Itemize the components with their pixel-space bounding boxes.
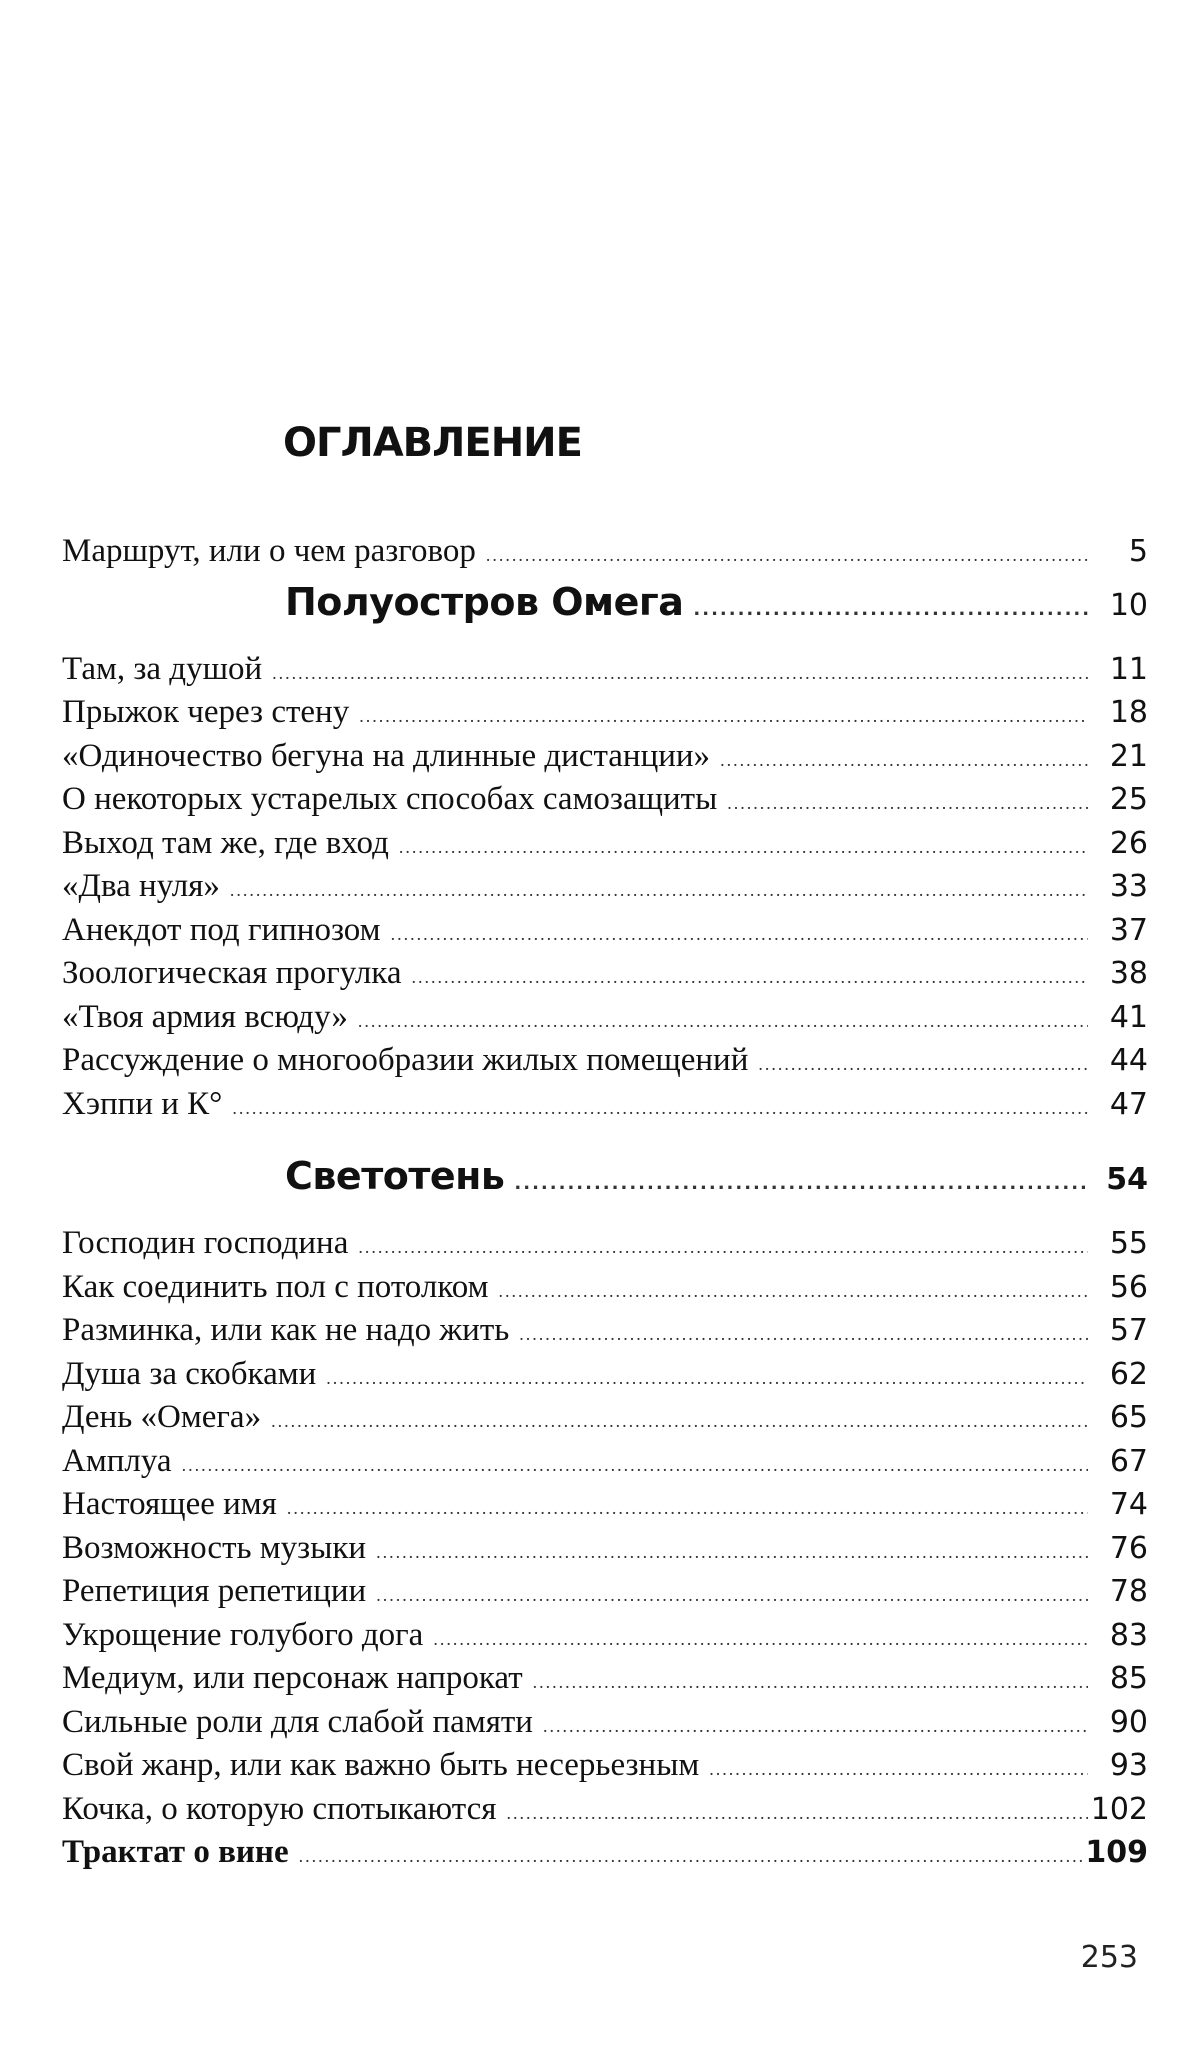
toc-entry-label: Амплуа	[62, 1442, 172, 1479]
toc-heading: ОГЛАВЛЕНИЕ	[283, 420, 582, 466]
toc-entry-page: 90	[1109, 1704, 1148, 1740]
dot-leader	[506, 1804, 1088, 1822]
toc-entry-page: 25	[1109, 782, 1148, 817]
toc-entry	[62, 1353, 1148, 1397]
toc-entry-page: 83	[1109, 1617, 1148, 1653]
toc-entry	[62, 778, 1148, 822]
toc-entry-page: 57	[1109, 1313, 1148, 1348]
toc-entry-label: День «Омега»	[62, 1399, 262, 1435]
dot-leader	[376, 1543, 1088, 1561]
dot-leader	[358, 1238, 1088, 1256]
toc-entry	[62, 822, 1148, 866]
dot-leader	[271, 1412, 1088, 1430]
toc-entry-label: Разминка, или как не надо жить	[62, 1312, 510, 1348]
toc-entry-label: Свой жанр, или как важно быть несерьезным	[62, 1747, 700, 1783]
toc-entry-page: 11	[1109, 651, 1148, 687]
dot-leader	[433, 1630, 1088, 1648]
toc-entry	[62, 952, 1148, 996]
toc-entry-label: Кочка, о которую спотыкаются	[62, 1790, 497, 1827]
toc-entry-page: 85	[1109, 1661, 1148, 1696]
toc-entry-label: Выход там же, где вход	[62, 824, 389, 861]
dot-leader	[486, 546, 1088, 564]
toc-entry-label: Маршрут, или о чем разговор	[62, 533, 476, 569]
section-page: 54	[1106, 1162, 1148, 1197]
dot-leader	[358, 1012, 1088, 1030]
toc-entry-page: 33	[1109, 869, 1148, 904]
dot-leader	[287, 1499, 1088, 1517]
toc-entry-label: Укрощение голубого дога	[62, 1616, 424, 1653]
section-title: Полуостров Омега	[285, 579, 684, 624]
toc-entry	[62, 1039, 1148, 1083]
toc-entry-page: 44	[1109, 1043, 1148, 1078]
toc-entry-page: 67	[1109, 1443, 1148, 1479]
toc-entry-label: Зоологическая прогулка	[62, 955, 402, 991]
toc-entry	[62, 648, 1148, 692]
toc-entry-page: 5	[1128, 534, 1148, 569]
toc-entry-page: 56	[1109, 1269, 1148, 1305]
toc-entry	[62, 1788, 1148, 1832]
toc-entry	[62, 1701, 1148, 1745]
toc-entry-label: Хэппи и К°	[62, 1085, 223, 1122]
toc-entry	[62, 691, 1148, 735]
dot-leader	[519, 1325, 1088, 1343]
dot-leader	[299, 1847, 1086, 1865]
toc-entry	[62, 1570, 1148, 1614]
toc-entry	[62, 865, 1148, 909]
dot-leader	[758, 1055, 1088, 1073]
toc-entry-page: 76	[1109, 1530, 1148, 1566]
section-title: Светотень	[285, 1154, 505, 1198]
dot-leader	[399, 838, 1088, 856]
toc-entry-label: Трактат о вине	[62, 1834, 289, 1870]
dot-leader	[232, 1099, 1088, 1117]
toc-entry-label: О некоторых устарелых способах самозащиты	[62, 781, 718, 817]
toc-entry-label: Душа за скобками	[62, 1355, 317, 1392]
toc-entry-label: Сильные роли для слабой памяти	[62, 1703, 533, 1740]
toc-entry	[62, 1396, 1148, 1440]
dot-leader	[376, 1586, 1088, 1604]
toc-entry	[62, 1744, 1148, 1788]
dot-leader	[182, 1456, 1088, 1474]
toc-entry-label: Рассуждение о многообразии жилых помещений	[62, 1042, 749, 1078]
toc-section-heading	[62, 574, 1148, 634]
toc-entry	[62, 1614, 1148, 1658]
toc-entry-page: 21	[1109, 738, 1148, 774]
toc-entry-page: 102	[1090, 1791, 1148, 1827]
toc-entry	[62, 1657, 1148, 1701]
dot-leader	[498, 1282, 1088, 1300]
toc-entry-page: 18	[1109, 695, 1148, 730]
toc-entry-page: 38	[1109, 956, 1148, 991]
toc-entry-page: 65	[1109, 1400, 1148, 1435]
toc-entry	[62, 996, 1148, 1040]
toc-entry	[62, 1083, 1148, 1127]
toc-entry	[62, 735, 1148, 779]
dot-leader	[272, 664, 1088, 682]
toc-entry-label: Как соединить пол с потолком	[62, 1268, 489, 1305]
dot-leader	[230, 881, 1088, 899]
page-number: 253	[1080, 1940, 1138, 1975]
toc-entry	[62, 1831, 1148, 1875]
dot-leader	[709, 1760, 1088, 1778]
toc-entry-label: Там, за душой	[62, 650, 263, 687]
toc-entry-page: 26	[1109, 825, 1148, 861]
toc-entry-label: «Твоя армия всюду»	[62, 998, 348, 1035]
toc-entry	[62, 1483, 1148, 1527]
toc-entry-label: Настоящее имя	[62, 1486, 277, 1522]
toc-entry-page: 55	[1109, 1226, 1148, 1261]
toc-entry-label: «Два нуля»	[62, 868, 220, 904]
toc-entry-page: 109	[1085, 1835, 1148, 1870]
toc-entry-page: 47	[1109, 1086, 1148, 1122]
table-of-contents	[62, 530, 1148, 1875]
toc-entry-intro	[62, 530, 1148, 574]
dot-leader	[693, 601, 1088, 619]
toc-entry-page: 62	[1109, 1356, 1148, 1392]
dot-leader	[411, 968, 1088, 986]
dot-leader	[727, 794, 1088, 812]
toc-entry-label: Анекдот под гипнозом	[62, 911, 381, 948]
toc-entry-label: «Одиночество бегуна на длинные дистанции»	[62, 737, 711, 774]
dot-leader	[720, 751, 1088, 769]
toc-entry	[62, 1527, 1148, 1571]
toc-entry	[62, 1309, 1148, 1353]
dot-leader	[533, 1673, 1088, 1691]
toc-entry-page: 37	[1109, 912, 1148, 948]
toc-entry	[62, 1266, 1148, 1310]
toc-entry-page: 41	[1109, 999, 1148, 1035]
section-page: 10	[1109, 587, 1148, 623]
toc-entry	[62, 909, 1148, 953]
toc-entry	[62, 1222, 1148, 1266]
toc-entry-page: 78	[1109, 1574, 1148, 1609]
toc-section-heading	[62, 1148, 1148, 1208]
dot-leader	[359, 707, 1088, 725]
toc-entry-label: Возможность музыки	[62, 1529, 367, 1566]
toc-entry-page: 74	[1109, 1487, 1148, 1522]
toc-entry-label: Господин господина	[62, 1225, 349, 1261]
toc-entry-label: Репетиция репетиции	[62, 1573, 367, 1609]
toc-entry-label: Прыжок через стену	[62, 694, 350, 730]
toc-entry-page: 93	[1109, 1748, 1148, 1783]
toc-entry	[62, 1440, 1148, 1484]
dot-leader	[391, 925, 1088, 943]
toc-entry-label: Медиум, или персонаж напрокат	[62, 1660, 523, 1696]
dot-leader	[543, 1717, 1088, 1735]
dot-leader	[514, 1175, 1088, 1193]
dot-leader	[326, 1369, 1088, 1387]
